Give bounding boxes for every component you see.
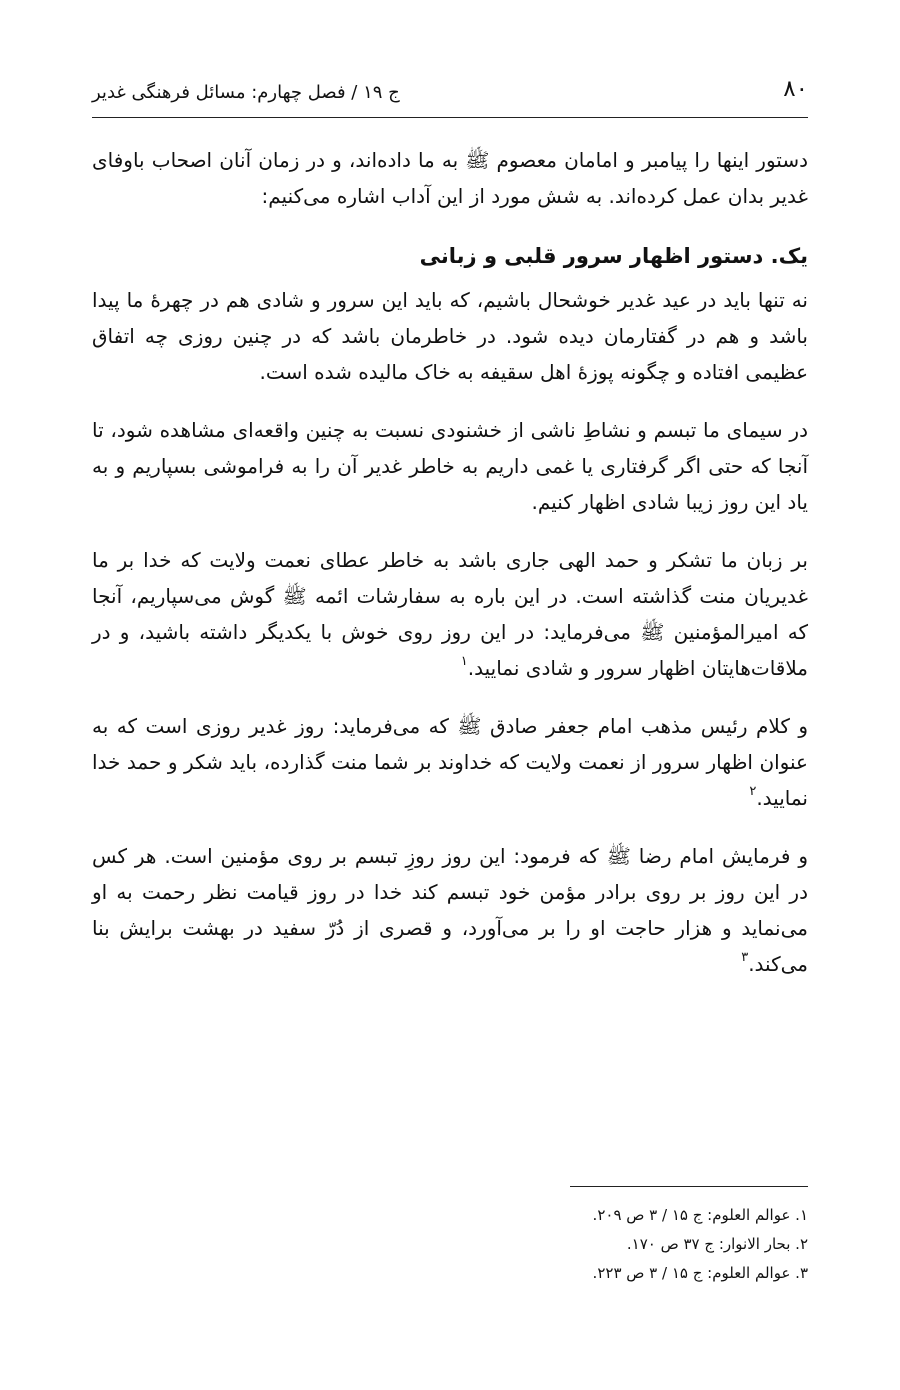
body-paragraph: نه تنها باید در عید غدیر خوشحال باشیم، که باید این سرور و شادی هم در چهرهٔ ما پیدا باشد و هم در گفتارمان دیده شود. در خاطرمان باشد که در چنین روزی چه اتفاق عظیمی افتاده و چگونه پوزهٔ اهل سقیفه به خاک مالیده شده است. (92, 288, 808, 384)
footnote-mark[interactable]: ۳ (741, 950, 749, 966)
running-title: ج ۱۹ / فصل چهارم: مسائل فرهنگی غدیر (92, 82, 400, 103)
header-divider (92, 117, 808, 118)
footnote: ۱. عوالم العلوم: ج ۱۵ / ۳ ص ۲۰۹. (592, 1206, 808, 1224)
paragraph-text: و کلام رئیس مذهب امام جعفر صادق ﷺ که می‌فرماید: روز غدیر روزی است که به عنوان اظهار سرور از نعمت ولایت که خداوند بر شما منت گذارده، باید شکر و حمد خدا نمایید. (92, 714, 808, 810)
body-paragraph: در سیمای ما تبسم و نشاطِ ناشی از خشنودی نسبت به چنین واقعه‌ای مشاهده شود، تا آنجا که حتی اگر گرفتاری یا غمی داریم به خاطر غدیر آن را به فراموشی بسپاریم و به یاد این روز زیبا شادی اظهار کنیم. (92, 418, 808, 514)
intro-paragraph: دستور اینها را پیامبر و امامان معصوم ﷺ به ما داده‌اند، و در زمان آنان اصحاب باوفای غدیر بدان عمل کرده‌اند. به شش مورد از این آداب اشاره می‌کنیم: (92, 148, 808, 208)
section-heading: یک. دستور اظهار سرور قلبی و زبانی (419, 244, 808, 268)
page-number: ۸۰ (783, 76, 808, 102)
footnote: ۳. عوالم العلوم: ج ۱۵ / ۳ ص ۲۲۳. (592, 1264, 808, 1282)
body-paragraph-with-note (92, 838, 808, 982)
page-header (92, 70, 808, 110)
footnote-mark[interactable]: ۲ (749, 784, 757, 800)
page-body (92, 142, 808, 1004)
footnotes (408, 1201, 808, 1288)
footnote-divider (570, 1186, 808, 1187)
paragraph-text: و فرمایش امام رضا ﷺ که فرمود: این روز روزِ تبسم بر روی مؤمنین است. هر کس در این روز بر روی برادر مؤمن خود تبسم کند خدا در روز قیامت نظر رحمت به او می‌نماید و هزار حاجت او را بر می‌آورد، و قصری از دُرّ سفید در بهشت برایش بنا می‌کند. (92, 844, 808, 976)
body-paragraph-with-note (92, 542, 808, 686)
footnote: ۲. بحار الانوار: ج ۳۷ ص ۱۷۰. (626, 1235, 808, 1253)
footnote-mark[interactable]: ۱ (460, 654, 468, 670)
paragraph-text: بر زبان ما تشکر و حمد الهی جاری باشد به خاطر عطای نعمت ولایت که خدا بر ما غدیریان منت گذاشته است. در این باره به سفارشات ائمه ﷺ گوش می‌سپاریم، آنجا که امیرالمؤمنین ﷺ می‌فرماید: در این روز روی خوش با یکدیگر داشته باشید، و در ملاقات‌هایتان اظهار سرور و شادی نمایید. (92, 548, 808, 680)
body-paragraph-with-note (92, 708, 808, 816)
